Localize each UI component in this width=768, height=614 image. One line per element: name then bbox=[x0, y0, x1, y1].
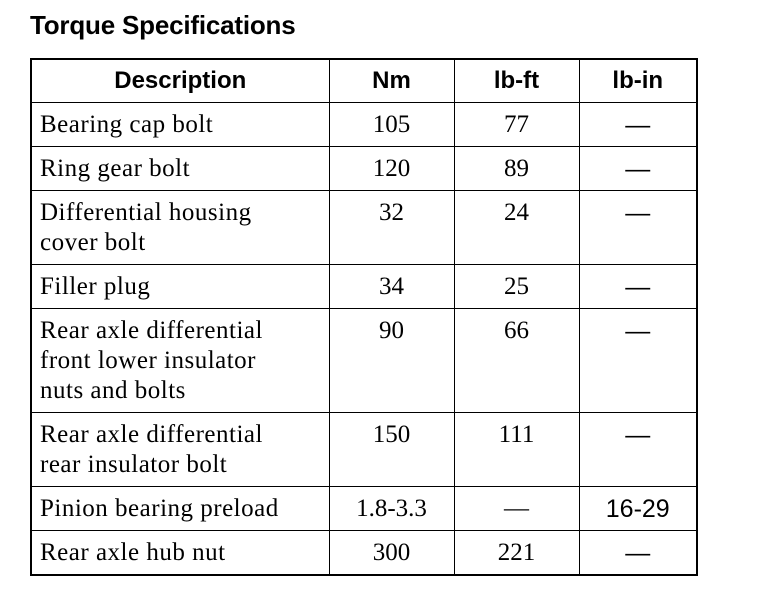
lb-ft-cell: 66 bbox=[454, 309, 579, 413]
page-title: Torque Specifications bbox=[30, 10, 296, 40]
column-header-nm: Nm bbox=[329, 59, 454, 103]
nm-cell: 34 bbox=[329, 265, 454, 309]
lb-ft-cell: 24 bbox=[454, 191, 579, 265]
table-row bbox=[31, 309, 697, 413]
nm-cell: 1.8-3.3 bbox=[329, 487, 454, 531]
table-row bbox=[31, 147, 697, 191]
table-row bbox=[31, 265, 697, 309]
torque-spec-table bbox=[30, 58, 698, 576]
nm-cell: 90 bbox=[329, 309, 454, 413]
table-row bbox=[31, 487, 697, 531]
table-row bbox=[31, 191, 697, 265]
lb-in-cell: — bbox=[579, 413, 697, 487]
lb-in-cell: — bbox=[579, 531, 697, 576]
nm-cell: 300 bbox=[329, 531, 454, 576]
column-header-lb-in: lb-in bbox=[579, 59, 697, 103]
nm-cell: 150 bbox=[329, 413, 454, 487]
lb-ft-cell: 111 bbox=[454, 413, 579, 487]
description-cell: Bearing cap bolt bbox=[31, 103, 329, 147]
nm-cell: 105 bbox=[329, 103, 454, 147]
column-header-lb-ft: lb-ft bbox=[454, 59, 579, 103]
lb-in-cell: — bbox=[579, 103, 697, 147]
lb-in-cell: 16-29 bbox=[579, 487, 697, 531]
nm-cell: 32 bbox=[329, 191, 454, 265]
nm-cell: 120 bbox=[329, 147, 454, 191]
lb-in-cell: — bbox=[579, 265, 697, 309]
lb-ft-cell: 25 bbox=[454, 265, 579, 309]
table-row bbox=[31, 103, 697, 147]
table-header-row bbox=[31, 59, 697, 103]
column-header-description: Description bbox=[31, 59, 329, 103]
lb-ft-cell: 89 bbox=[454, 147, 579, 191]
description-cell: Rear axle hub nut bbox=[31, 531, 329, 576]
lb-ft-cell: — bbox=[454, 487, 579, 531]
lb-in-cell: — bbox=[579, 147, 697, 191]
lb-in-cell: — bbox=[579, 309, 697, 413]
lb-in-cell: — bbox=[579, 191, 697, 265]
table-row bbox=[31, 531, 697, 576]
description-cell: Ring gear bolt bbox=[31, 147, 329, 191]
lb-ft-cell: 221 bbox=[454, 531, 579, 576]
description-cell: Pinion bearing preload bbox=[31, 487, 329, 531]
lb-ft-cell: 77 bbox=[454, 103, 579, 147]
description-cell: Rear axle differential rear insulator bolt bbox=[31, 413, 329, 487]
description-cell: Rear axle differential front lower insulator nuts and bolts bbox=[31, 309, 329, 413]
table-row bbox=[31, 413, 697, 487]
description-cell: Filler plug bbox=[31, 265, 329, 309]
description-cell: Differential housing cover bolt bbox=[31, 191, 329, 265]
